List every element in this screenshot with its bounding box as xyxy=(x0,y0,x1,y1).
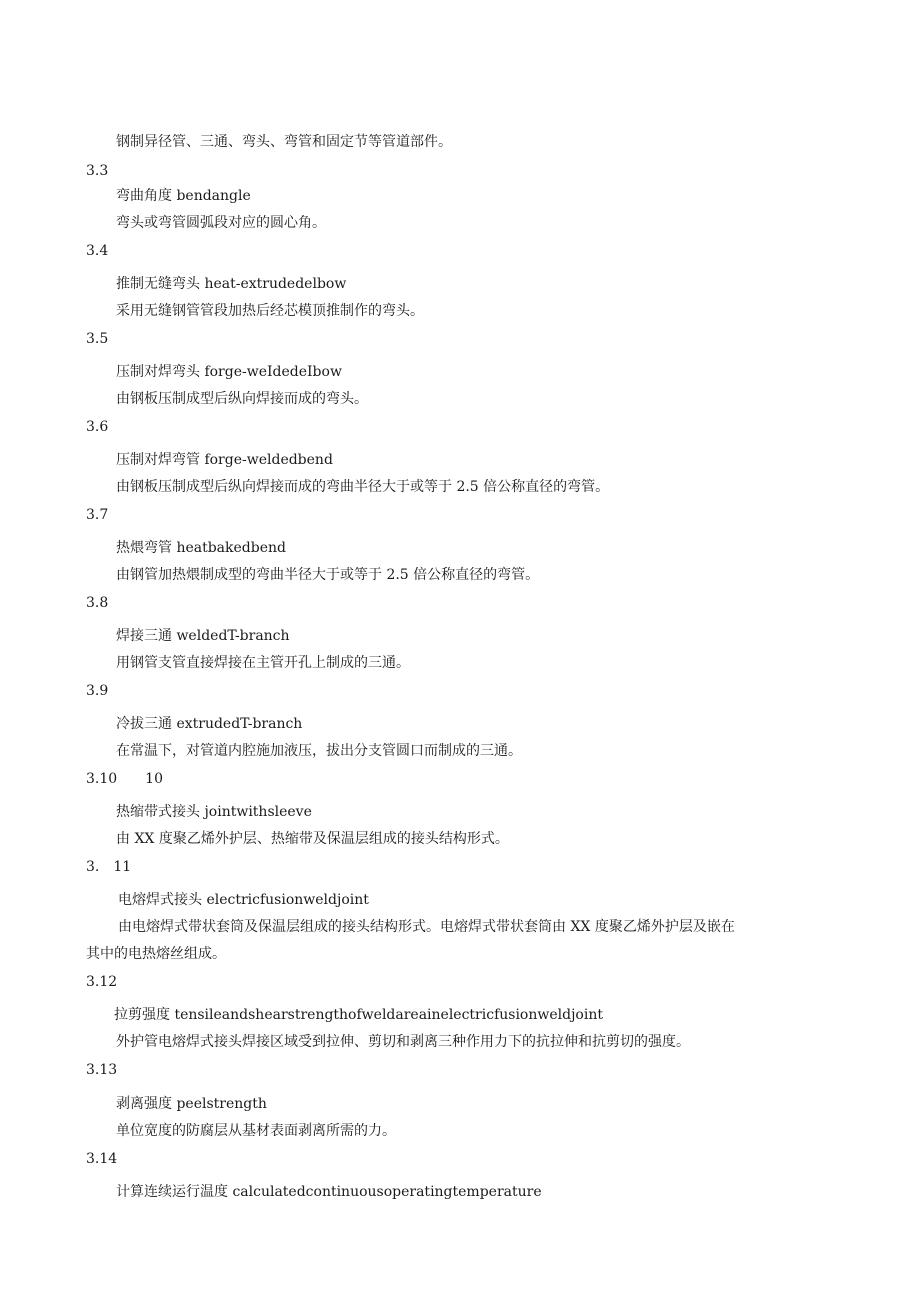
term-heading: 计算连续运行温度 calculatedcontinuousoperatingtemperature xyxy=(116,1184,542,1200)
section-number: 3.12 xyxy=(86,974,118,990)
section-number: 3.4 xyxy=(86,243,109,259)
section-number: 3.13 xyxy=(86,1062,118,1078)
section-number: 3. 11 xyxy=(86,859,132,875)
section-number: 3.9 xyxy=(86,683,109,699)
term-definition: 外护管电熔焊式接头焊接区域受到拉伸、剪切和剥离三种作用力下的抗拉伸和抗剪切的强度。 xyxy=(116,1034,690,1050)
term-heading: 压制对焊弯管 forge-weldedbend xyxy=(116,452,333,468)
section-number: 3.14 xyxy=(86,1151,118,1167)
term-heading: 热煨弯管 heatbakedbend xyxy=(116,540,286,556)
term-heading: 拉剪强度 tensileandshearstrengthofweldareainelectricfusionweldjoint xyxy=(114,1007,603,1023)
term-definition: 采用无缝钢管管段加热后经芯模顶推制作的弯头。 xyxy=(116,303,424,319)
term-heading: 剥离强度 peelstrength xyxy=(116,1096,267,1112)
term-heading: 焊接三通 weldedT-branch xyxy=(116,628,290,644)
term-heading: 推制无缝弯头 heat-extrudedelbow xyxy=(116,276,347,292)
term-definition-continued: 其中的电热熔丝组成。 xyxy=(86,946,226,962)
term-definition: 由钢板压制成型后纵向焊接而成的弯曲半径大于或等于 2.5 倍公称直径的弯管。 xyxy=(116,479,610,495)
section-number: 3.8 xyxy=(86,595,109,611)
term-definition: 由电熔焊式带状套筒及保温层组成的接头结构形式。电熔焊式带状套筒由 XX 度聚乙烯外护层及嵌在 xyxy=(118,919,735,935)
section-number: 3.10 10 xyxy=(86,771,163,787)
term-definition: 单位宽度的防腐层从基材表面剥离所需的力。 xyxy=(116,1123,396,1139)
term-definition: 由 XX 度聚乙烯外护层、热缩带及保温层组成的接头结构形式。 xyxy=(116,831,509,847)
term-heading: 热缩带式接头 jointwithsleeve xyxy=(116,804,312,820)
text-line: 钢制异径管、三通、弯头、弯管和固定节等管道部件。 xyxy=(116,134,452,150)
section-number: 3.3 xyxy=(86,163,109,179)
term-heading: 压制对焊弯头 forge-weIdedeIbow xyxy=(116,364,342,380)
term-heading: 电熔焊式接头 electricfusionweldjoint xyxy=(118,892,369,908)
term-heading: 冷拔三通 extrudedT-branch xyxy=(116,716,303,732)
term-definition: 用钢管支管直接焊接在主管开孔上制成的三通。 xyxy=(116,655,410,671)
term-definition: 由钢板压制成型后纵向焊接而成的弯头。 xyxy=(116,391,368,407)
term-heading: 弯曲角度 bendangle xyxy=(116,188,251,204)
section-number: 3.7 xyxy=(86,507,109,523)
section-number: 3.6 xyxy=(86,419,109,435)
term-definition: 由钢管加热煨制成型的弯曲半径大于或等于 2.5 倍公称直径的弯管。 xyxy=(116,567,540,583)
section-number: 3.5 xyxy=(86,331,109,347)
term-definition: 在常温下，对管道内腔施加液压，拔出分支管圆口而制成的三通。 xyxy=(116,743,522,759)
term-definition: 弯头或弯管圆弧段对应的圆心角。 xyxy=(116,215,326,231)
